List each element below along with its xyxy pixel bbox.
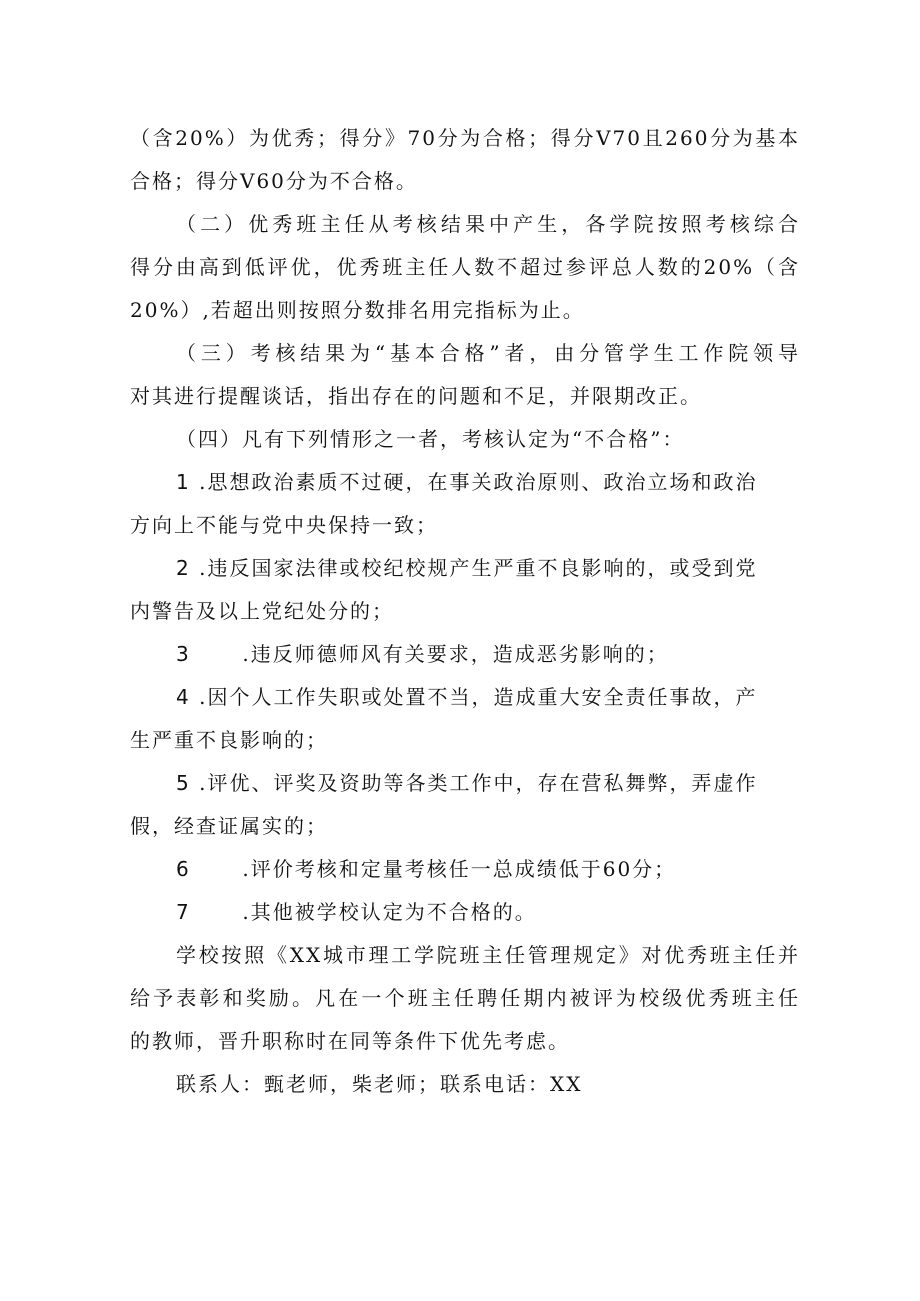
list-item-5-line-2: 假，经查证属实的； <box>130 814 328 838</box>
paragraph-4-line-1: （四）凡有下列情形之一者，考核认定为“不合格”： <box>176 427 685 451</box>
list-item-5-line-1 <box>176 766 800 800</box>
list-item-1-line-2: 方向上不能与党中央保持一致； <box>130 513 438 537</box>
paragraph-1-line-1: （含20%）为优秀；得分》70分为合格；得分V70且260分为基本 <box>130 126 800 150</box>
list-item-6-number: 6 <box>176 857 191 881</box>
list-item-2-text: .违反国家法律或校纪校规产生严重不良影响的，或受到党 <box>199 556 758 580</box>
paragraph-1-line-2: 合格；得分V60分为不合格。 <box>130 169 418 193</box>
list-item-4-text: .因个人工作失职或处置不当，造成重大安全责任事故，产 <box>199 685 758 709</box>
paragraph-3-line-2: 对其进行提醒谈话，指出存在的问题和不足，并限期改正。 <box>130 384 702 408</box>
list-item-1-number: 1 <box>176 470 191 494</box>
list-item-4-number: 4 <box>176 685 191 709</box>
list-item-3-number: 3 <box>176 642 191 666</box>
list-item-6-line-1 <box>176 852 800 886</box>
list-item-7-line-1 <box>176 895 800 929</box>
paragraph-2-line-3: 20%）,若超出则按照分数排名用完指标为止。 <box>130 298 585 322</box>
list-item-4-line-2: 生严重不良影响的； <box>130 728 328 752</box>
paragraph-5-line-1: 学校按照《XX城市理工学院班主任管理规定》对优秀班主任并 <box>176 943 800 967</box>
paragraph-2-line-1: （二）优秀班主任从考核结果中产生，各学院按照考核综合 <box>176 212 800 236</box>
list-item-3-line-1 <box>176 637 800 671</box>
list-item-3-text: .违反师德师风有关要求，造成恶劣影响的； <box>242 642 669 666</box>
list-item-5-number: 5 <box>176 771 191 795</box>
paragraph-5-line-2: 给予表彰和奖励。凡在一个班主任聘任期内被评为校级优秀班主任 <box>130 986 800 1010</box>
contact-line: 联系人：甄老师，柴老师；联系电话：XX <box>176 1072 583 1096</box>
list-item-1-text: .思想政治素质不过硬，在事关政治原则、政治立场和政治 <box>199 470 758 494</box>
list-item-6-text: .评价考核和定量考核任一总成绩低于60分； <box>242 857 677 881</box>
paragraph-2-line-2: 得分由高到低评优，优秀班主任人数不超过参评总人数的20%（含 <box>130 255 800 279</box>
paragraph-3-line-1: （三）考核结果为“基本合格”者，由分管学生工作院领导 <box>176 341 800 365</box>
list-item-5-text: .评优、评奖及资助等各类工作中，存在营私舞弊，弄虚作 <box>199 771 758 795</box>
list-item-2-line-1 <box>176 551 800 585</box>
paragraph-5-line-3: 的教师，晋升职称时在同等条件下优先考虑。 <box>130 1029 570 1053</box>
list-item-4-line-1 <box>176 680 800 714</box>
list-item-7-text: .其他被学校认定为不合格的。 <box>242 900 537 924</box>
list-item-2-number: 2 <box>176 556 191 580</box>
list-item-1-line-1 <box>176 465 800 499</box>
list-item-7-number: 7 <box>176 900 191 924</box>
list-item-2-line-2: 内警告及以上党纪处分的； <box>130 599 394 623</box>
